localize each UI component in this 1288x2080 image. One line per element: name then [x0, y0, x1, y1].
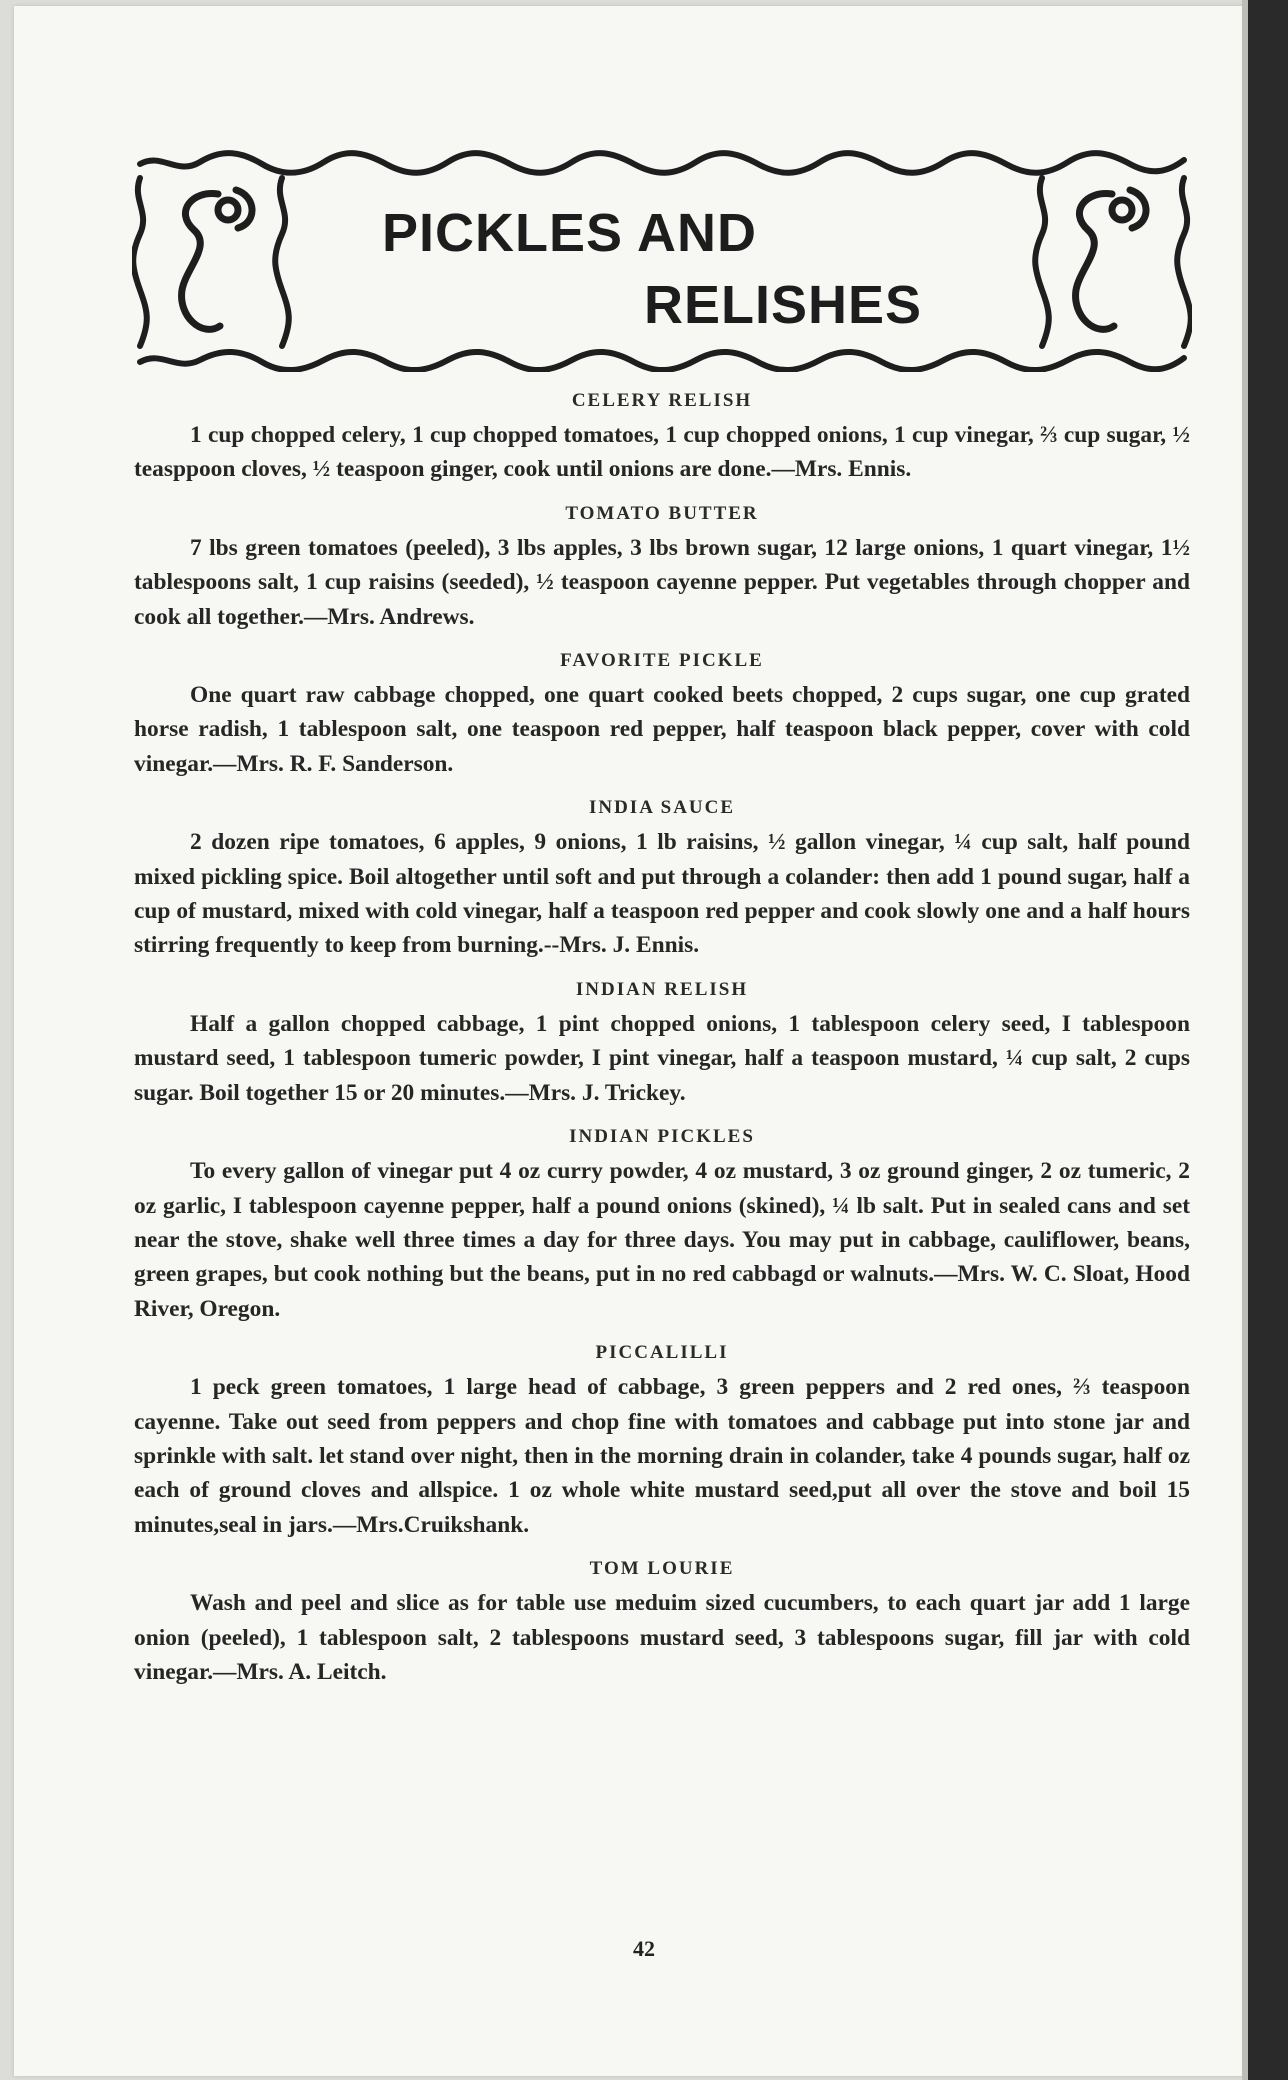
recipe-title: CELERY RELISH: [571, 390, 753, 411]
recipe-title: PICCALILLI: [595, 1342, 729, 1364]
recipe-title: INDIA SAUCE: [588, 797, 736, 819]
recipe-indian-relish: [134, 977, 1190, 1110]
recipe-body: To every gallon of vinegar put 4 oz curry powder, 4 oz mustard, 3 oz ground ginger, 2 oz tumeric, 2 oz garlic, I tablespoon cayenne pepper, half a pound onions (skined), ¼ lb salt. Put in sealed cans and set near the stove, shake well three times a day for three days. You may put in cabbage, cauliflower, beans, green grapes, but cook nothing but the beans, put in no red cabbagd or walnuts.—Mrs. W. C. Sloat, Hood River, Oregon.: [134, 1158, 1190, 1322]
page-number: 42: [633, 1936, 655, 1961]
recipe-tomato-butter: [134, 501, 1190, 634]
recipe-body: Half a gallon chopped cabbage, 1 pint chopped onions, 1 tablespoon celery seed, I tablespoon mustard seed, 1 tablespoon tumeric powder, I pint vinegar, half a teaspoon mustard, ¼ cup salt, 2 cups sugar. Boil together 15 or 20 minutes.—Mrs. J. Trickey.: [134, 1010, 1190, 1106]
recipe-title: TOMATO BUTTER: [565, 502, 759, 524]
recipe-celery-relish: [134, 388, 1190, 487]
book-binding-edge: [1248, 0, 1288, 2080]
recipe-india-sauce: [134, 795, 1190, 963]
chapter-title-line-2: RELISHES: [644, 275, 923, 335]
recipe-body: 2 dozen ripe tomatoes, 6 apples, 9 onions, 1 lb raisins, ½ gallon vinegar, ¼ cup salt, half pound mixed pickling spice. Boil altogether until soft and put through a colander: then add 1 pound sugar, half a cup of mustard, mixed with cold vinegar, half a teaspoon red pepper and cook slowly one and a half hours stirring frequently to keep from burning.--Mrs. J. Ennis.: [134, 829, 1190, 959]
recipe-title: INDIAN RELISH: [575, 978, 749, 1000]
recipe-title: FAVORITE PICKLE: [560, 650, 764, 672]
recipe-body: Wash and peel and slice as for table use meduim sized cucumbers, to each quart jar add 1 large onion (peeled), 1 tablespoon salt, 2 tablespoons mustard seed, 3 tablespoons sugar, fill jar with cold vinegar.—Mrs. A. Leitch.: [134, 1590, 1190, 1685]
recipe-body: One quart raw cabbage chopped, one quart cooked beets chopped, 2 cups sugar, one cup grated horse radish, 1 tablespoon salt, one teaspoon red pepper, half teaspoon black pepper, cover with cold vinegar.—Mrs. R. F. Sanderson.: [134, 682, 1190, 777]
recipe-title: TOM LOURIE: [589, 1558, 735, 1580]
recipe-body: 1 peck green tomatoes, 1 large head of cabbage, 3 green peppers and 2 red ones, ⅔ teaspoon cayenne. Take out seed from peppers and chop fine with tomatoes and cabbage put into stone jar and sprinkle with salt. let stand over night, then in the morning drain in colander, take 4 pounds sugar, half oz each of ground cloves and allspice. 1 oz whole white mustard seed,put all over the stove and boil 15 minutes,seal in jars.—Mrs.Cruikshank.: [134, 1374, 1190, 1538]
recipe-piccalilli: [134, 1340, 1190, 1542]
chapter-title-line-1: PICKLES AND: [382, 203, 758, 263]
recipe-list: [134, 388, 1190, 1703]
recipe-indian-pickles: [134, 1124, 1190, 1326]
recipe-favorite-pickle: [134, 648, 1190, 781]
recipe-body: 7 lbs green tomatoes (peeled), 3 lbs apples, 3 lbs brown sugar, 12 large onions, 1 quart vinegar, 1½ tablespoons salt, 1 cup raisins (seeded), ½ teaspoon cayenne pepper. Put vegetables through chopper and cook all together.—Mrs. Andrews.: [134, 534, 1190, 630]
recipe-body: 1 cup chopped celery, 1 cup chopped tomatoes, 1 cup chopped onions, 1 cup vinegar, ⅔ cup sugar, ½ teasppoon cloves, ½ teaspoon ginger, cook until onions are done.—Mrs. Ennis.: [134, 422, 1190, 483]
recipe-title: INDIAN PICKLES: [569, 1126, 755, 1148]
decorative-header: [132, 150, 1192, 372]
recipe-tom-lourie: [134, 1556, 1190, 1689]
